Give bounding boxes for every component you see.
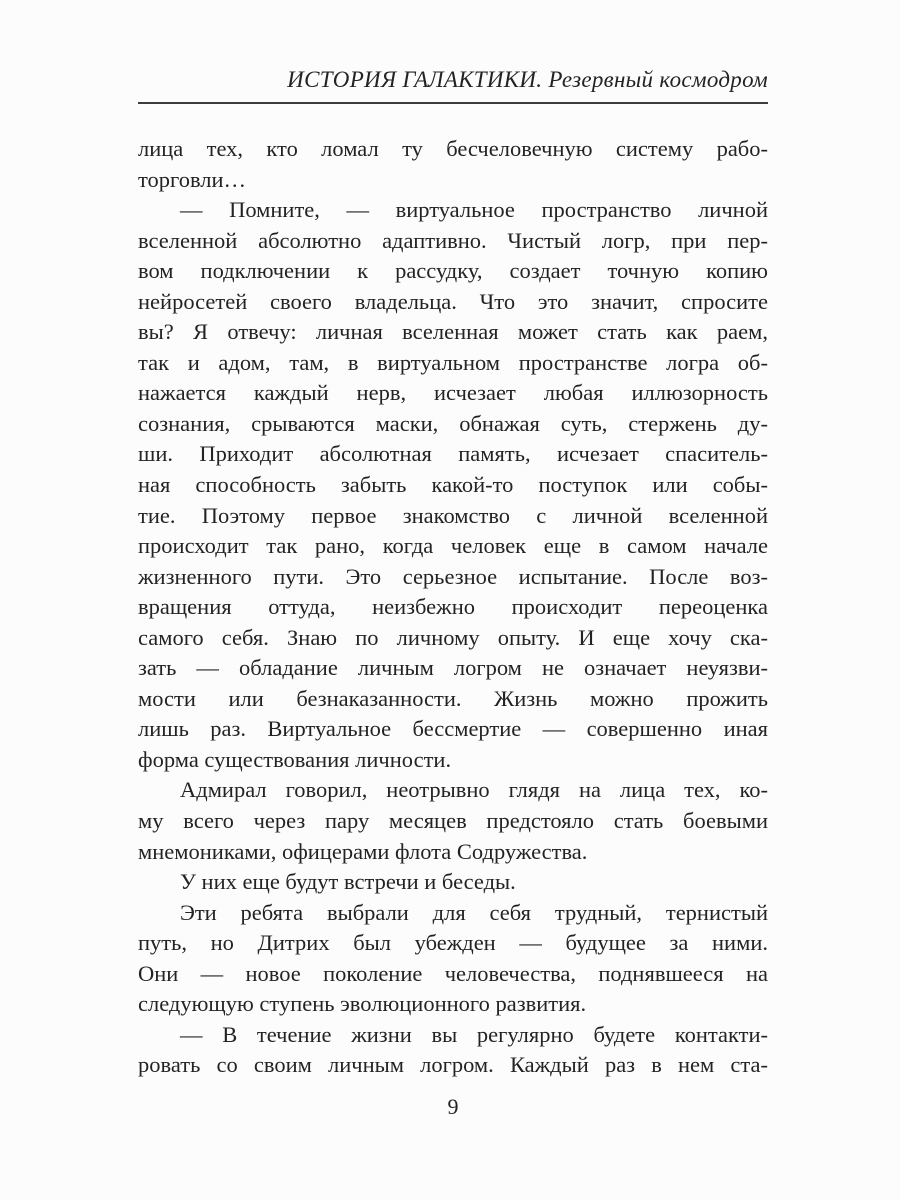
text-line: ши. Приходит абсолютная память, исчезает спаситель-	[138, 441, 768, 467]
text-line: ровать со своим личным логром. Каждый раз в нем ста-	[138, 1052, 768, 1078]
text-line: нейросетей своего владельца. Что это значит, спросите	[138, 288, 768, 314]
text-line: зать — обладание личным логром не означает неуязви-	[138, 655, 768, 681]
text-line: жизненного пути. Это серьезное испытание. После воз-	[138, 563, 768, 589]
text-line: сознания, срываются маски, обнажая суть, стержень ду-	[138, 410, 768, 436]
text-line: Они — новое поколение человечества, поднявшееся на	[138, 960, 768, 986]
text-line: Адмирал говорил, неотрывно глядя на лица тех, ко-	[180, 777, 768, 803]
text-line: нажается каждый нерв, исчезает любая иллюзорность	[138, 380, 768, 406]
text-line: — Помните, — виртуальное пространство личной	[180, 197, 768, 223]
text-line: происходит так рано, когда человек еще в самом начале	[138, 533, 768, 559]
text-line: вы? Я отвечу: личная вселенная может стать как раем,	[138, 319, 768, 345]
text-line: вом подключении к рассудку, создает точную копию	[138, 258, 768, 284]
text-line: Эти ребята выбрали для себя трудный, тернистый	[180, 899, 768, 925]
text-line: вращения оттуда, неизбежно происходит переоценка	[138, 594, 768, 620]
text-line: путь, но Дитрих был убежден — будущее за ними.	[138, 930, 768, 956]
text-line: лишь раз. Виртуальное бессмертие — совершенно иная	[138, 716, 768, 742]
text-line: форма существования личности.	[138, 746, 452, 772]
page-body	[138, 134, 768, 1081]
text-line: вселенной абсолютно адаптивно. Чистый логр, при пер-	[138, 227, 768, 253]
text-line: тие. Поэтому первое знакомство с личной вселенной	[138, 502, 768, 528]
text-line: мости или безнаказанности. Жизнь можно прожить	[138, 685, 768, 711]
text-line: му всего через пару месяцев предстояло стать боевыми	[138, 808, 768, 834]
text-line: самого себя. Знаю по личному опыту. И еще хочу ска-	[138, 624, 768, 650]
running-header: ИСТОРИЯ ГАЛАКТИКИ. Резервный космодром	[138, 67, 768, 104]
text-line: так и адом, там, в виртуальном пространстве логра об-	[138, 349, 768, 375]
text-line: ная способность забыть какой-то поступок или собы-	[138, 472, 768, 498]
page-number: 9	[447, 1094, 459, 1119]
text-line: — В течение жизни вы регулярно будете контакти-	[180, 1021, 768, 1047]
text-line: У них еще будут встречи и беседы.	[180, 869, 516, 895]
text-line: следующую ступень эволюционного развития.	[138, 991, 587, 1017]
text-line: мнемониками, офицерами флота Содружества.	[138, 838, 588, 864]
text-line: торговли…	[138, 166, 247, 192]
text-line: лица тех, кто ломал ту бесчеловечную систему рабо-	[138, 136, 768, 161]
